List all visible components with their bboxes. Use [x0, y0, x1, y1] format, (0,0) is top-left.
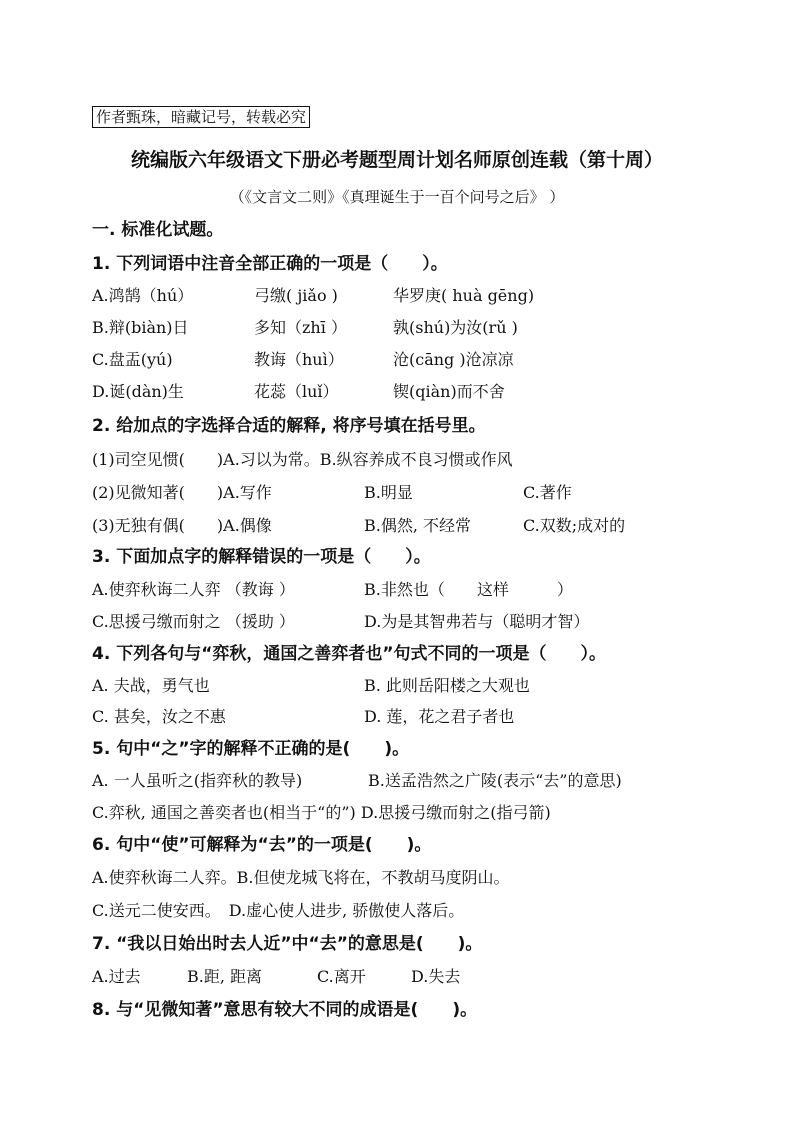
- q2-option: C.著作: [523, 483, 572, 502]
- q7-option: A.过去: [92, 967, 141, 986]
- q2-option: B.偶然, 不经常: [364, 516, 472, 535]
- q7-option: D.失去: [411, 967, 461, 986]
- q2-option: B.明显: [364, 483, 413, 502]
- q1-option: 弓缴( jiǎo ): [254, 286, 338, 305]
- q1-option: C.盘盂(yú): [92, 350, 173, 369]
- q1-option: 教诲（huì）: [254, 350, 344, 369]
- page-subtitle: （《文言文二则》《真理诞生于一百个问号之后》 ）: [229, 188, 565, 206]
- q1-option: B.辩(biàn)日: [92, 318, 189, 337]
- q4-option: B. 此则岳阳楼之大观也: [364, 676, 530, 695]
- question-1: 1. 下列词语中注音全部正确的一项是（ ）。: [92, 254, 448, 274]
- q2-item: (1)司空见惯( )A.习以为常。B.纵容养成不良习惯或作风: [92, 450, 513, 469]
- q2-item: (2)见微知著( )A.写作: [92, 483, 272, 502]
- q5-option: B.送孟浩然之广陵(表示“去”的意思): [368, 771, 622, 790]
- q1-option: 多知（zhī ）: [254, 318, 347, 337]
- q7-option: B.距, 距离: [187, 967, 263, 986]
- q3-option: A.使弈秋诲二人弈 （教诲 ）: [92, 580, 295, 599]
- q6-option: A.使弈秋诲二人弈。B.但使龙城飞将在，不教胡马度阴山。: [92, 868, 510, 887]
- q1-option: 锲(qiàn)而不舍: [393, 382, 505, 401]
- question-5: 5. 句中“之”字的解释不正确的是( )。: [92, 739, 410, 759]
- q1-option: 花蕊（luǐ）: [254, 382, 339, 401]
- page-title: 统编版六年级语文下册必考题型周计划名师原创连载（第十周）: [130, 149, 663, 171]
- q4-option: D. 莲，花之君子者也: [364, 707, 515, 726]
- q4-option: A. 夫战，勇气也: [92, 676, 210, 695]
- q1-option: 沧(cāng )沧凉凉: [393, 350, 514, 369]
- q5-option: A. 一人虽听之(指弈秋的教导): [92, 771, 303, 790]
- q4-option: C. 甚矣，汝之不惠: [92, 707, 226, 726]
- q6-option: C.送元二使安西。 D.虚心使人进步, 骄傲使人落后。: [92, 901, 465, 920]
- copyright-stamp: 作者甄珠，暗藏记号，转载必究: [92, 106, 310, 128]
- question-8: 8. 与“见微知著”意思有较大不同的成语是( )。: [92, 1000, 478, 1020]
- q3-option: D.为是其智弗若与（聪明才智）: [364, 612, 590, 631]
- question-7: 7. “我以日始出时去人近”中“去”的意思是( )。: [92, 934, 483, 954]
- q1-option: D.诞(dàn)生: [92, 382, 184, 401]
- section-heading: 一. 标准化试题。: [92, 220, 224, 240]
- q1-option: A.鸿鹄（hú）: [92, 286, 194, 305]
- question-2: 2. 给加点的字选择合适的解释, 将序号填在括号里。: [92, 416, 486, 436]
- q1-option: 华罗庚( huà gēng): [393, 286, 535, 305]
- question-6: 6. 句中“使”可解释为“去”的一项是( )。: [92, 835, 432, 855]
- q2-option: C.双数;成对的: [523, 516, 626, 535]
- q3-option: C.思援弓缴而射之 （援助 ）: [92, 612, 295, 631]
- q3-option: B.非然也（ 这样 ）: [364, 580, 573, 599]
- q2-item: (3)无独有偶( )A.偶像: [92, 516, 272, 535]
- q1-option: 孰(shú)为汝(rǔ ): [393, 318, 518, 337]
- question-4: 4. 下列各句与“弈秋，通国之善弈者也”句式不同的一项是（ ）。: [92, 644, 607, 664]
- q7-option: C.离开: [317, 967, 366, 986]
- q5-option: C.弈秋, 通国之善奕者也(相当于“的”) D.思援弓缴而射之(指弓箭): [92, 803, 551, 822]
- question-3: 3. 下面加点字的解释错误的一项是（ ）。: [92, 547, 431, 567]
